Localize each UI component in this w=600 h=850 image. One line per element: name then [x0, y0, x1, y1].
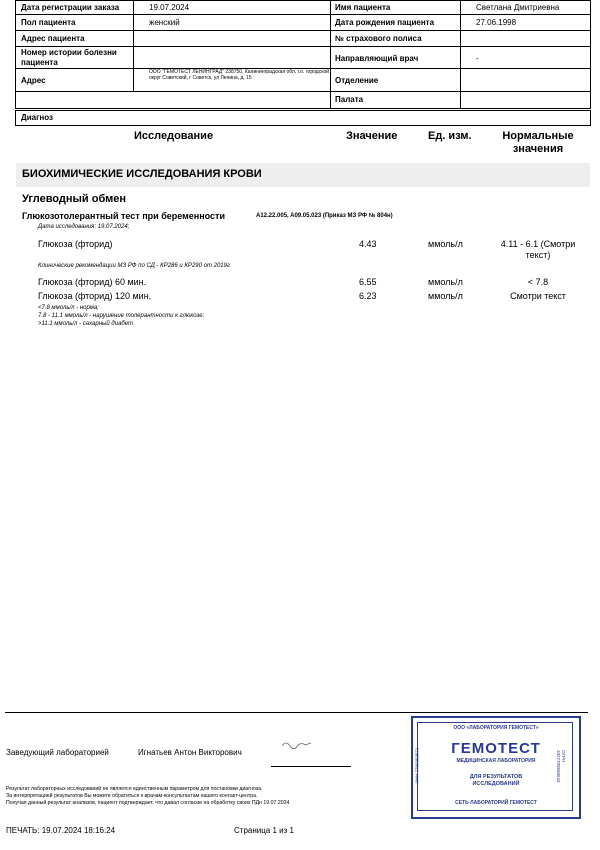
patient-name-value: Светлана Дмитриевна	[476, 3, 560, 12]
disclaimer-line: За интерпретацией результатов Вы можете обратиться к врачам-консультантам нашего контакт-центра.	[6, 793, 258, 799]
interpretation-line: 7.8 - 11.1 ммоль/л - нарушение толерантности к глюкозе;	[38, 313, 205, 319]
ward-label: Палата	[335, 95, 364, 104]
test-date: Дата исследования: 19.07.2024;	[38, 224, 130, 230]
patient-info-table	[15, 0, 591, 109]
signature-line	[271, 766, 351, 767]
result-normal: 4.11 - 6.1 (Смотри текст)	[500, 239, 576, 260]
result-name: Глюкоза (фторид)	[38, 239, 113, 249]
page-number: Страница 1 из 1	[234, 826, 294, 835]
result-value: 6.23	[359, 291, 377, 301]
stamp-left-text: ИНН 7709353571	[414, 747, 420, 784]
result-value: 6.55	[359, 277, 377, 287]
interpretation-line: <7.8 ммоль/л - норма;	[38, 305, 99, 311]
result-name: Глюкоза (фторид) 120 мин.	[38, 291, 152, 301]
col-divider	[330, 0, 331, 108]
reg-date-value: 19.07.2024	[149, 3, 190, 12]
disclaimer-line: Получая данный результат анализов, пациент подтверждает, что давал согласие на обработку своих ПДн 19.07.2024	[6, 800, 290, 806]
print-timestamp: ПЕЧАТЬ: 19.07.2024 18:16:24	[6, 826, 116, 835]
diagnosis-label: Диагноз	[21, 113, 53, 122]
stamp-bottom-text: СЕТЬ ЛАБОРАТОРИЙ ГЕМОТЕСТ	[455, 800, 537, 806]
stamp-sub: МЕДИЦИНСКАЯ ЛАБОРАТОРИЯ	[456, 758, 536, 764]
footer-divider	[5, 712, 588, 713]
test-codes: A12.22.005, A09.05.023 (Приказ МЗ РФ № 804н)	[256, 213, 393, 219]
section-header	[16, 163, 590, 187]
disclaimer-line: Результат лабораторных исследований не является единственным параметром для постановки диагноза.	[6, 786, 263, 792]
department-label: Отделение	[335, 76, 379, 85]
col-divider	[460, 0, 461, 108]
row-divider	[16, 91, 590, 92]
address-value: ООО "ГЕМОТЕСТ ЛЕНИНГРАД" 238750, Калининградская обл, г.о. городской округ Советский, г Советск, ул Ленина, д. 15	[149, 69, 330, 82]
interpretation-line: >11.1 ммоль/л - сахарный диабет	[38, 321, 134, 327]
address-label: Адрес	[21, 76, 46, 85]
col-study-header: Исследование	[134, 130, 214, 142]
doctor-label: Направляющий врач	[335, 54, 419, 63]
head-label: Заведующий лабораторией	[6, 748, 109, 757]
section-title: БИОХИМИЧЕСКИЕ ИССЛЕДОВАНИЯ КРОВИ	[22, 168, 262, 180]
result-unit: ммоль/л	[428, 277, 463, 287]
dob-label: Дата рождения пациента	[335, 18, 435, 27]
stamp-mid1: ДЛЯ РЕЗУЛЬТАТОВ	[469, 774, 523, 780]
guideline-note: Клинические рекомендации МЗ РФ по СД - КР286 и КР290 от 2019г	[38, 263, 230, 269]
col-divider	[133, 0, 134, 91]
row-divider	[16, 0, 590, 1]
sex-value: женский	[149, 18, 180, 27]
test-name: Глюкозотолерантный тест при беременности	[22, 211, 225, 221]
head-name: Игнатьев Антон Викторович	[138, 748, 242, 757]
history-label: Номер истории болезни пациента	[21, 48, 117, 67]
patient-address-label: Адрес пациента	[21, 34, 85, 43]
stamp-inner-border	[414, 722, 573, 811]
stamp-brand: ГЕМОТЕСТ	[451, 740, 541, 757]
row-divider	[16, 14, 590, 15]
result-name: Глюкоза (фторид) 60 мин.	[38, 277, 147, 287]
doctor-value: -	[476, 54, 479, 63]
result-unit: ммоль/л	[428, 239, 463, 249]
col-normal-header: Нормальные значения	[502, 130, 574, 155]
sex-label: Пол пациента	[21, 18, 76, 27]
col-value-header: Значение	[346, 130, 398, 142]
row-divider	[16, 46, 590, 47]
reg-date-label: Дата регистрации заказа	[21, 3, 120, 12]
col-unit-header: Ед. изм.	[428, 130, 472, 142]
stamp-right-text: ОГРН 1027700650643	[556, 750, 566, 783]
result-normal: < 7.8	[527, 277, 549, 287]
stamp-top-text: ООО «ЛАБОРАТОРИЯ ГЕМОТЕСТ»	[453, 725, 539, 731]
dob-value: 27.06.1998	[476, 18, 517, 27]
row-divider	[16, 30, 590, 31]
insurance-label: № страхового полиса	[335, 34, 422, 43]
signature-image	[278, 736, 318, 752]
diagnosis-box	[15, 110, 591, 126]
result-unit: ммоль/л	[428, 291, 463, 301]
patient-name-label: Имя пациента	[335, 3, 391, 12]
result-value: 4.43	[359, 239, 377, 249]
result-normal: Смотри текст	[510, 291, 566, 301]
stamp-mid2: ИССЛЕДОВАНИЙ	[472, 781, 520, 787]
lab-stamp	[411, 716, 581, 819]
subsection-title: Углеводный обмен	[22, 193, 126, 205]
